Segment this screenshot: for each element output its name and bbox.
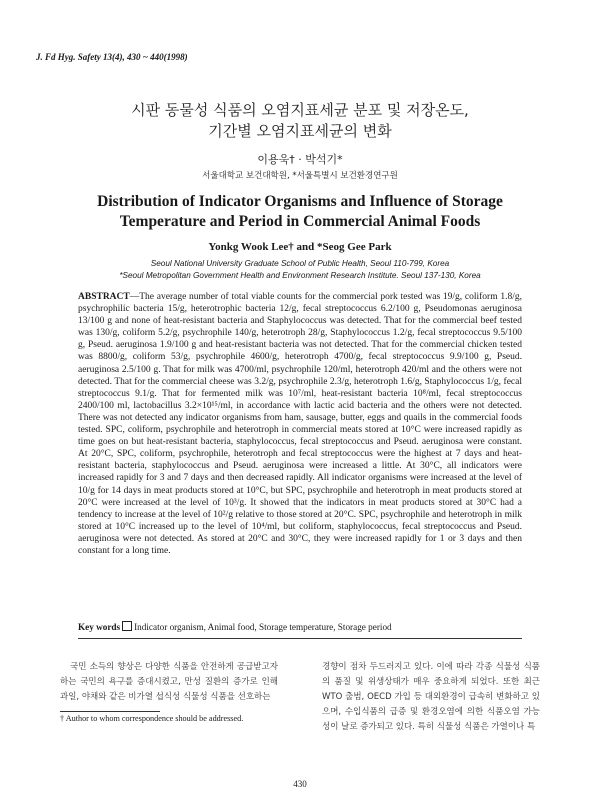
korean-title-line-2: 기간별 오염지표세균의 변화 [208, 122, 392, 140]
journal-reference: J. Fd Hyg. Safety 13(4), 430 ~ 440(1998) [36, 52, 188, 62]
footnote-divider [60, 711, 160, 712]
body-right-column: 경향이 점차 두드러지고 있다. 이에 따라 각종 식물성 식품의 품질 및 위생상태가 매우 중요하게 되었다. 또한 최근 WTO 출범, OECD 가입 등 대외환경이 급속히 변화하고 있으며, 수입식품의 급증 및 환경오염에 의한 식품오염 가능성이 날로 증가되고 있다. 특히 식물성 식품은 가열이나 특 [322, 662, 540, 732]
english-title [40, 192, 560, 232]
english-affiliation [40, 258, 560, 282]
abstract [78, 291, 522, 557]
keywords-label: Key words [78, 622, 121, 632]
page-number: 430 [293, 779, 307, 789]
korean-title [40, 100, 560, 142]
abstract-label: ABSTRACT [78, 292, 130, 302]
korean-affiliation: 서울대학교 보건대학원, *서울특별시 보건환경연구원 [202, 171, 398, 181]
keywords-box-icon [122, 621, 132, 631]
body-left-column: 국민 소득의 향상은 다양한 식품을 안전하게 공급받고자 하는 국민의 욕구를 증대시켰고, 만성 질환의 증가로 인해 과일, 야채와 같은 비가열 섭식성 식물성 식품을 선호하는 [60, 662, 278, 702]
affiliation-line-1: Seoul National University Graduate School of Public Health, Seoul 110-799, Korea [150, 259, 450, 268]
footnote: † Author to whom correspondence should be addressed. [60, 714, 244, 723]
keywords [78, 621, 522, 632]
korean-authors: 이용욱† · 박석기* [257, 153, 343, 166]
keywords-text: Indicator organism, Animal food, Storage temperature, Storage period [134, 622, 392, 632]
english-title-line-2: Temperature and Period in Commercial Animal Foods [119, 213, 481, 230]
divider [78, 638, 522, 639]
korean-title-line-1: 시판 동물성 식품의 오염지표세균 분포 및 저장온도, [131, 101, 469, 119]
affiliation-line-2: *Seoul Metropolitan Government Health and Environment Research Institute. Seoul 137-130, Korea [119, 271, 481, 280]
english-authors: Yonkg Wook Lee† and *Seog Gee Park [208, 241, 392, 253]
abstract-text: —The average number of total viable counts for the commercial pork tested was 19/g, coliform 1.8/g, psychrophilic bacteria 15/g, heterotrophic bacteria 12/g, fecal streptococcus 6.2/100 g, Pseudomonas aeruginosa 13/100 g and none of heat-resistant bacteria and Staphylococcus was detected. That for the commercial beef tested was 130/g, coliform 5.2/g, psychrophile 140/g, heterotroph 28/g, Staphylococcus 1.2/g, fecal streptococcus 9.5/100 g, Pseud. aeruginosa 1.9/100 g and heat-resistant bacteria was not detected. That for the commercial chicken tested was 8800/g, coliform 53/g, psychrophile 4600/g, heterotroph 4700/g, fecal streptococcus 9.9/100 g, Pseud. aeruginosa 2.5/100 g. That for milk was 4700/ml, psychrophile 120/ml, heterotroph 420/ml and the others were not detected. That for the commercial cheese was 3.2/g, psychrophile 2.3/g, heterotroph 1.6/g, Staphylococcus 1/g, fecal streptococcus 9.1/g. That for fermented milk was 10⁷/ml, heat-resistant bacteria 10⁸/ml, fecal streptococcus 2400/100 ml, lactobacillus 3.2×10¹⁵/ml, in accordance with lactic acid bacteria and the others were not detected. There was not detected any indicator organisms from ham, sausage, butter, eggs and quails in the commercial foods tested. SPC, coliform, psychrophile and heterotroph in commercial meats stored at 10°C were increased rapidly as time goes on but heat-resistant bacteria, staphylococcus, fecal streptococcus and Pseud. aeruginosa were constant. At 20°C, SPC, coliform, psychrophile, heterotroph and fecal streptococcus were the highest at 7 days and heat-resistant bacteria, staphylococcus and Pseud. aeruginosa were increased a little. At 30°C, all indicators were increased rapidly for 3 and 7 days and then decreased rapidly. All indicator organisms were increased at the level of 10/g for 14 days in meat products stored at 10°C, but SPC, psychrophile and heterotroph in meat products stored at 20°C were increased at the level of 10³/g. It showed that the indicators in meat products stored at 30°C had a tendency to increase at the level of 10²/g relative to those stored at 20°C. SPC, psychrophile and heterotroph in milk stored at 10°C increased up to the level of 10⁴/ml, but coliform, staphylococcus, fecal streptococcus and Pseud. aeruginosa were not detected. As stored at 20°C and 30°C, they were increased rapidly for 1 or 3 days and then constant for a long time. [78, 292, 522, 556]
english-title-line-1: Distribution of Indicator Organisms and Influence of Storage [97, 193, 503, 210]
